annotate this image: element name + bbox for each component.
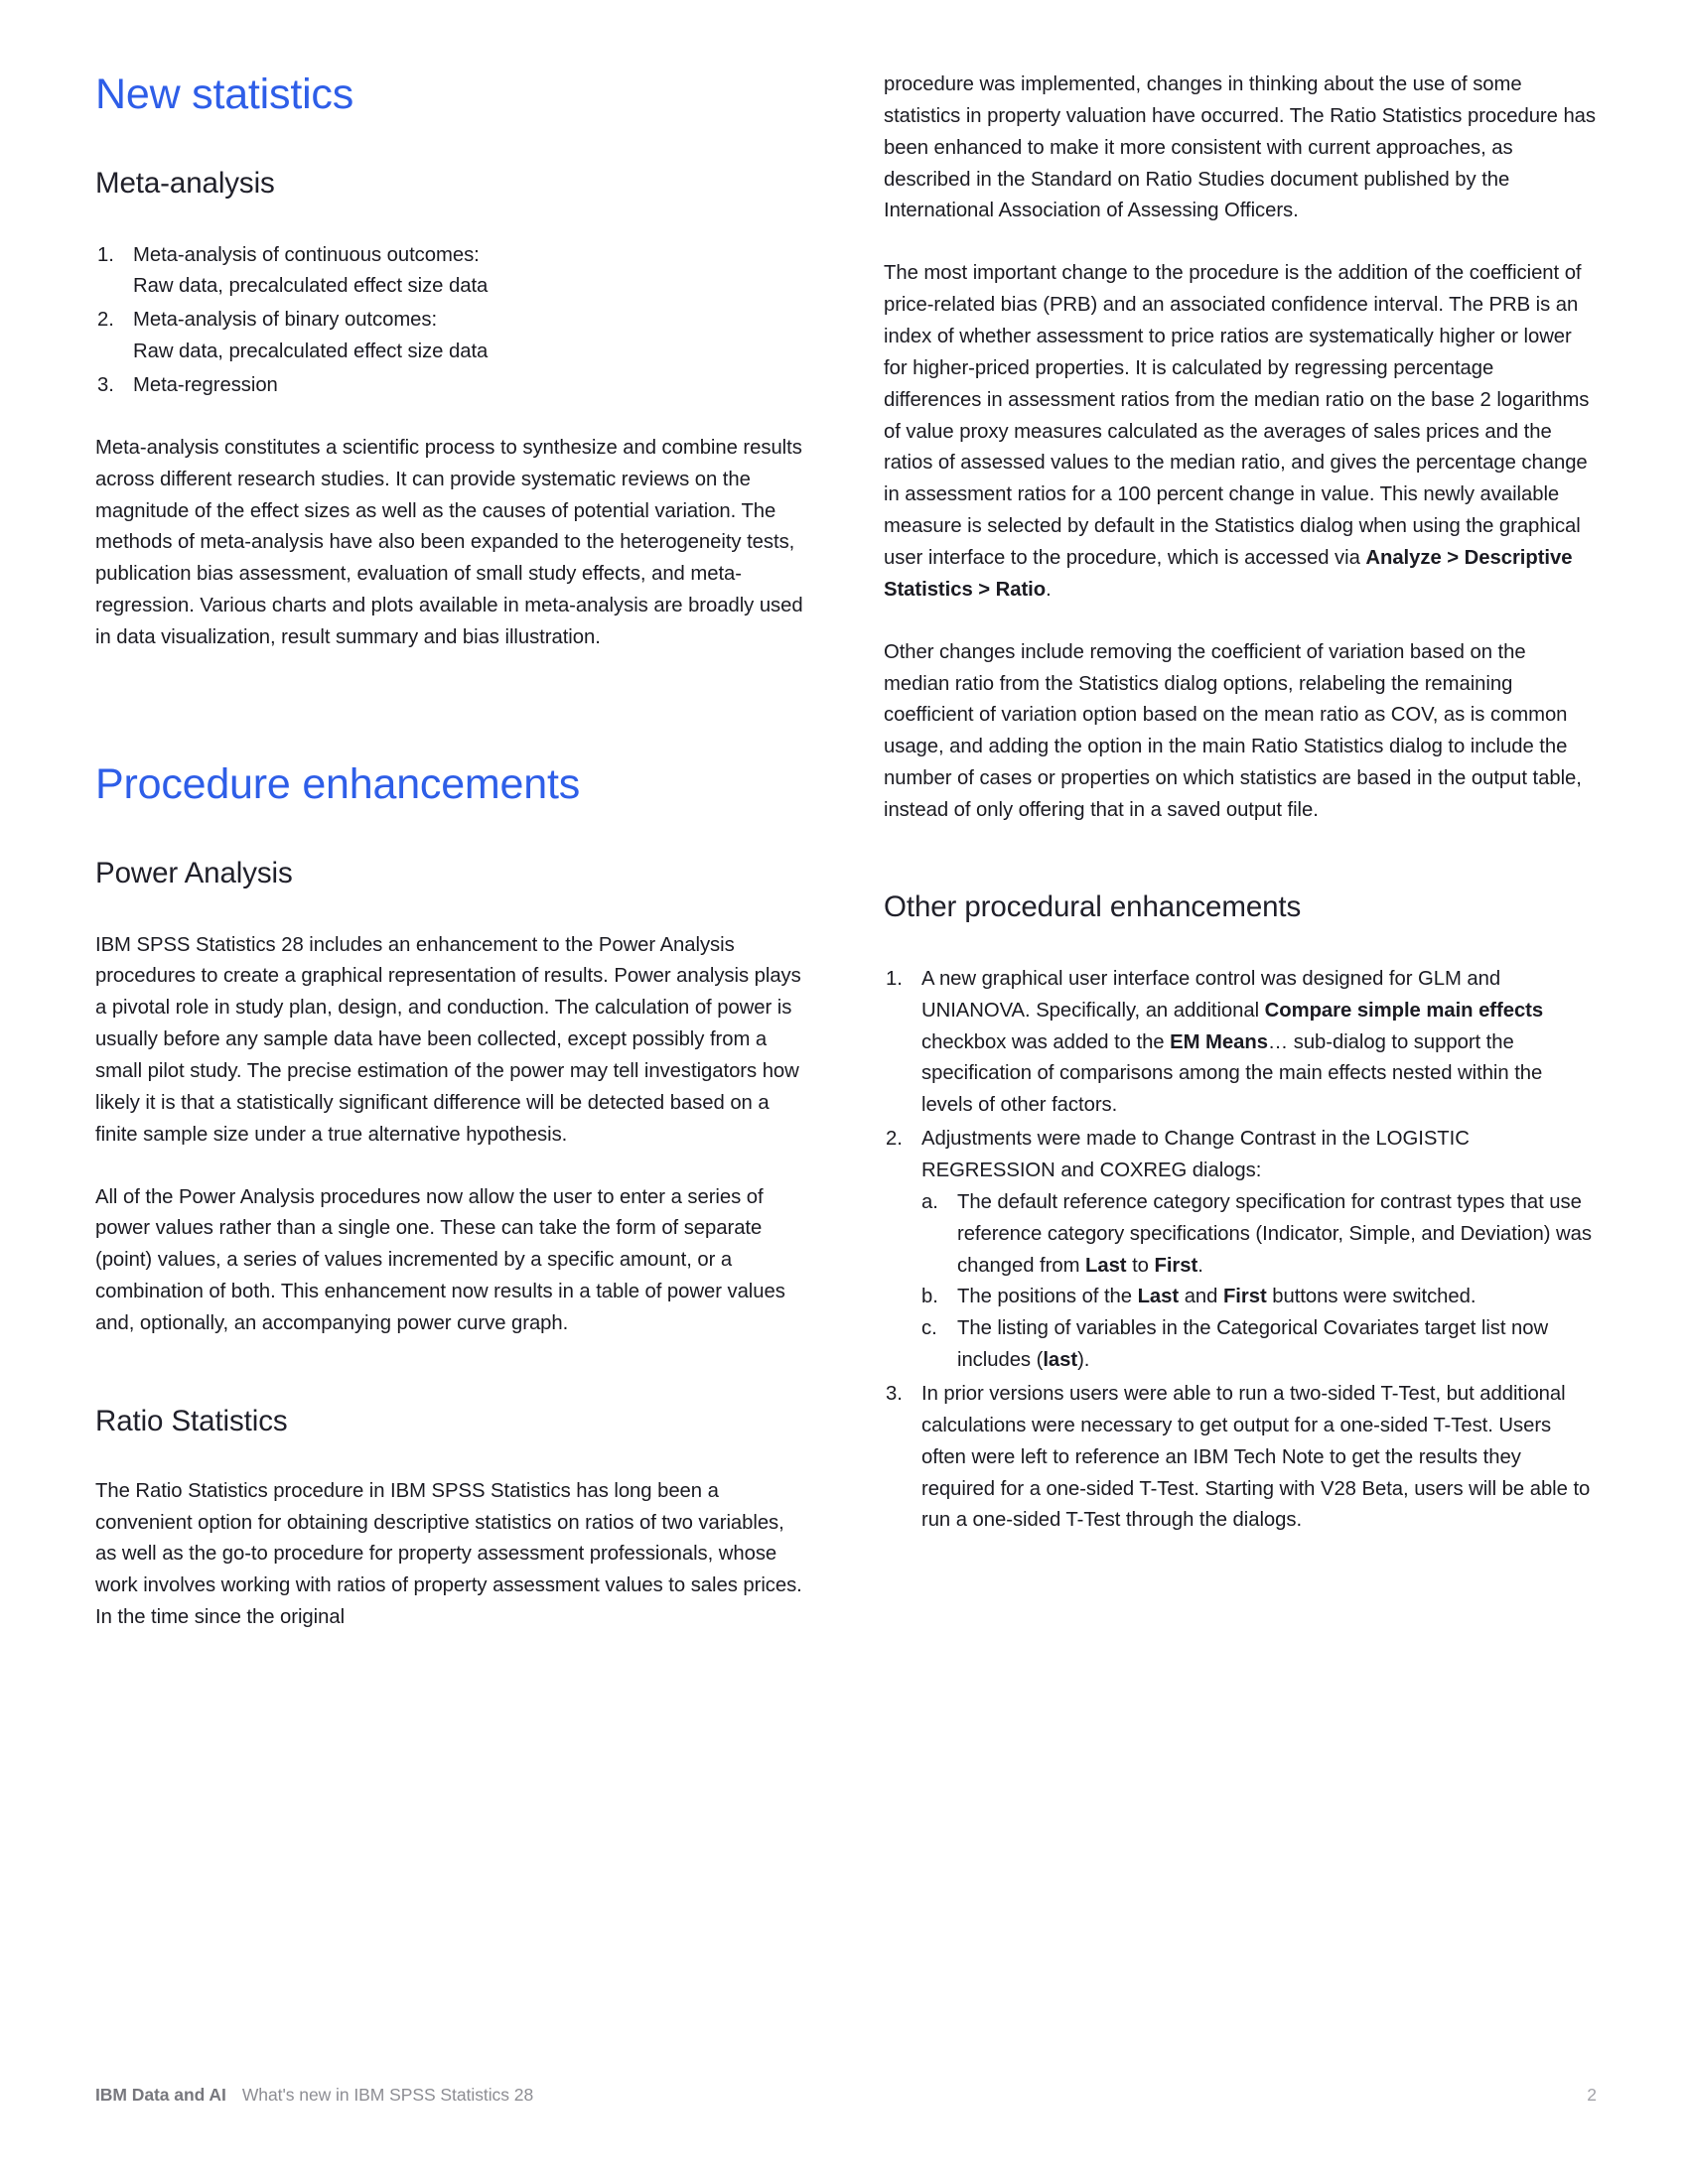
heading-meta-analysis: Meta-analysis	[95, 166, 275, 200]
list-item-label: Meta-regression	[133, 374, 278, 397]
list-item-subline: Raw data, precalculated effect size data	[133, 341, 489, 363]
list-item	[884, 964, 1597, 1122]
body-text: In prior versions users were able to run a two-sided T-Test, but additional calculations were necessary to get output for a one-sided T-Test. Users often were left to reference an IBM Tech Note to get the results they required for a one-sided T-Test. Starting with V28 Beta, users will be able to run a one-sided T-Test through the dialogs.	[921, 1382, 1591, 1532]
prb-text-suffix: .	[1046, 578, 1052, 601]
power-analysis-paragraph-2: All of the Power Analysis procedures now allow the user to enter a series of power values rather than a single one. These can take the form of separate (point) values, a series of values incremented by a specific amount, or a combination of both. This enhancement now results in a table of power values and, optionally, an accompanying power curve graph.	[95, 1185, 785, 1334]
page-title-procedure-enhancements: Procedure enhancements	[95, 759, 581, 808]
list-item	[95, 370, 808, 402]
ratio-statistics-paragraph-1: The Ratio Statistics procedure in IBM SPSS Statistics has long been a convenient option for obtaining descriptive statistics on ratios of two variables, as well as the go-to procedure for property assessment professionals, whose work involves working with ratios of property assessment values to sales prices. In the time since the original	[95, 1479, 802, 1629]
body-text: to	[1126, 1254, 1155, 1277]
menu-path-emphasis: Analyze > Descriptive Statistics > Ratio	[884, 547, 1573, 601]
page-footer	[95, 2085, 1597, 2106]
footer-brand: IBM Data and AI	[95, 2085, 226, 2105]
body-text: ).	[1077, 1349, 1090, 1372]
sub-list-item	[921, 1187, 1597, 1283]
sub-list-item	[921, 1282, 1597, 1313]
body-text: buttons were switched.	[1266, 1286, 1477, 1308]
sub-list-item	[921, 1313, 1597, 1377]
body-text: The positions of the	[957, 1286, 1138, 1308]
body-text: A new graphical user interface control was designed for GLM and UNIANOVA. Specifically, an additional	[921, 967, 1501, 1022]
body-text: and	[1179, 1286, 1223, 1308]
two-column-layout	[95, 69, 1597, 1634]
emphasis-text: EM Means	[1170, 1030, 1268, 1053]
list-item	[884, 1379, 1597, 1537]
footer-page-number: 2	[1587, 2085, 1597, 2105]
emphasis-text: Compare simple main effects	[1264, 999, 1544, 1022]
emphasis-text: Last	[1137, 1286, 1180, 1308]
list-item-label: Meta-analysis of continuous outcomes:	[133, 243, 480, 266]
body-text: … sub-dialog to support the specification of comparisons among the main effects nested within the levels of other factors.	[921, 1030, 1543, 1117]
body-text: .	[1197, 1254, 1203, 1277]
meta-analysis-list	[95, 240, 808, 402]
body-text: The default reference category specification for contrast types that use reference category specifications (Indicator, Simple, and Deviation) was changed from	[957, 1190, 1592, 1277]
footer-text	[95, 2085, 533, 2106]
heading-other-procedural-enhancements: Other procedural enhancements	[884, 889, 1302, 923]
other-procedural-list	[884, 964, 1597, 1537]
footer-doc-title: What's new in IBM SPSS Statistics 28	[241, 2085, 534, 2105]
meta-analysis-paragraph: Meta-analysis constitutes a scientific process to synthesize and combine results across different research studies. It can provide systematic reviews on the magnitude of the effect sizes as well as the causes of potential variation. The methods of meta-analysis have also been expanded to the heterogeneity tests, publication bias assessment, evaluation of small study effects, and meta-regression. Various charts and plots available in meta-analysis are broadly used in data visualization, result summary and bias illustration.	[95, 436, 803, 649]
list-item	[95, 305, 808, 368]
page-title-new-statistics: New statistics	[95, 70, 354, 118]
sub-list	[921, 1187, 1597, 1377]
ratio-continued-paragraph: procedure was implemented, changes in thinking about the use of some statistics in property valuation have occurred. The Ratio Statistics procedure has been enhanced to make it more consistent with current approaches, as described in the Standard on Ratio Studies document published by the International Association of Assessing Officers.	[884, 73, 1596, 222]
power-analysis-paragraph-1: IBM SPSS Statistics 28 includes an enhancement to the Power Analysis procedures to create a graphical representation of results. Power analysis plays a pivotal role in study plan, design, and conduction. The calculation of power is usually before any sample data have been collected, except possibly from a small pilot study. The precise estimation of the power may tell investigators how likely it is that a statistically significant difference will be detected based on a finite sample size under a true alternative hypothesis.	[95, 933, 801, 1146]
emphasis-text: last	[1043, 1349, 1078, 1372]
heading-ratio-statistics: Ratio Statistics	[95, 1404, 288, 1437]
emphasis-text: First	[1154, 1254, 1198, 1277]
heading-power-analysis: Power Analysis	[95, 856, 293, 889]
list-item	[95, 240, 808, 304]
right-column	[884, 69, 1597, 1634]
body-text: Adjustments were made to Change Contrast in the LOGISTIC REGRESSION and COXREG dialogs:	[921, 1128, 1470, 1181]
other-changes-paragraph: Other changes include removing the coefficient of variation based on the median ratio from the Statistics dialog options, relabeling the remaining coefficient of variation option based on the mean ratio as COV, as is common usage, and adding the option in the main Ratio Statistics dialog to include the number of cases or properties on which statistics are based in the output table, instead of only offering that in a saved output file.	[884, 640, 1582, 822]
list-item-label: Meta-analysis of binary outcomes:	[133, 309, 438, 332]
emphasis-text: First	[1222, 1286, 1267, 1308]
list-item	[884, 1124, 1597, 1377]
prb-paragraph	[884, 258, 1597, 606]
left-column	[95, 69, 808, 1634]
prb-text: The most important change to the procedure is the addition of the coefficient of price-related bias (PRB) and an associated confidence interval. The PRB is an index of whether assessment to price ratios are systematically higher or lower for higher-priced properties. It is calculated by regressing percentage differences in assessment ratios from the median ratio on the base 2 logarithms of value proxy measures calculated as the averages of sales prices and the ratios of assessed values to the median ratio, and gives the percentage change in assessment ratios for a 100 percent change in value. This newly available measure is selected by default in the Statistics dialog when using the graphical user interface to the procedure, which is accessed via	[884, 262, 1590, 570]
body-text: checkbox was added to the	[921, 1030, 1171, 1053]
list-item-subline: Raw data, precalculated effect size data	[133, 275, 489, 298]
body-text: The listing of variables in the Categorical Covariates target list now includes (	[957, 1317, 1549, 1372]
emphasis-text: Last	[1085, 1254, 1127, 1277]
